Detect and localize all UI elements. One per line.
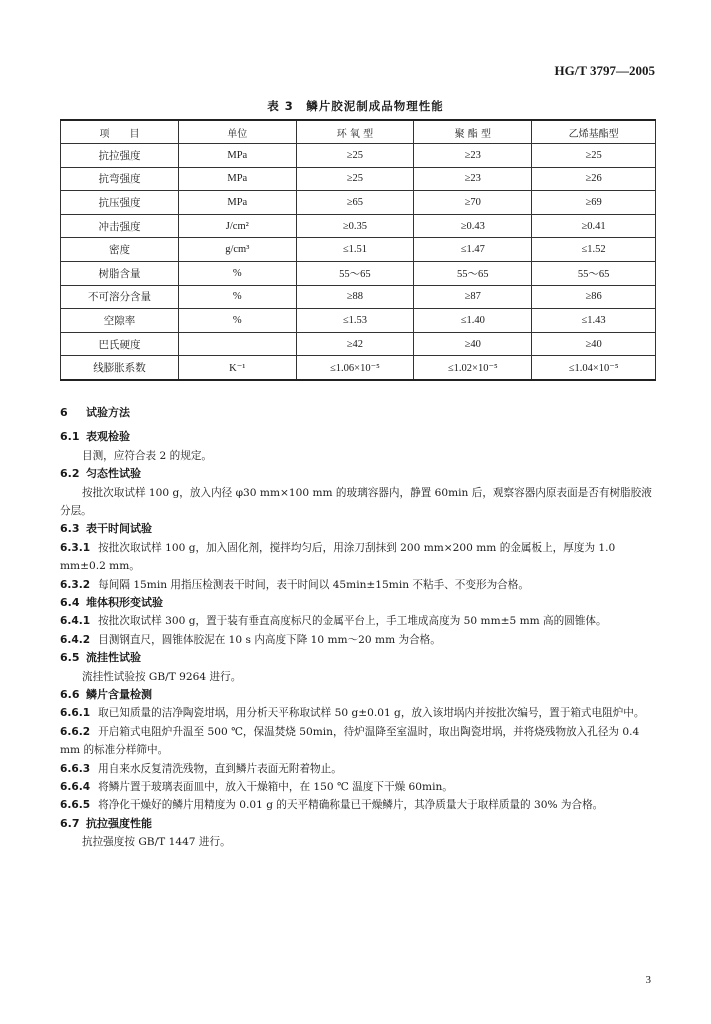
cell-polyester: ≥40 [414,332,532,356]
cell-epoxy: ≥25 [296,144,414,168]
page-number: 3 [645,974,651,986]
cell-polyester: ≥87 [414,285,532,309]
table-row [61,214,656,238]
subsection-heading [60,428,658,446]
paragraph [60,723,658,760]
subsection-title: 表干时间试验 [86,522,152,536]
subsection-number: 6.1 [60,430,80,444]
subsection-title: 流挂性试验 [86,651,141,665]
cell-vinyl-ester: ≤1.43 [532,309,656,333]
cell-epoxy: ≤1.06×10⁻⁵ [296,356,414,380]
header-vinyl-ester: 乙烯基酯型 [532,120,656,144]
paragraph [60,612,658,630]
clause-number: 6.6.1 [60,707,91,720]
paragraph [60,760,658,778]
subsection-number: 6.5 [60,651,80,665]
cell-epoxy: ≥65 [296,191,414,215]
cell-vinyl-ester: ≥25 [532,144,656,168]
subsection-title: 鳞片含量检测 [86,688,152,701]
paragraph [60,631,658,649]
section-heading [60,404,658,422]
clause-number: 6.3.2 [60,578,91,591]
cell-epoxy: ≥25 [296,167,414,191]
cell-vinyl-ester: ≥0.41 [532,214,656,238]
cell-vinyl-ester: ≥69 [532,191,656,215]
cell-item: 空隙率 [61,309,179,333]
cell-polyester: ≤1.02×10⁻⁵ [414,356,532,380]
cell-item: 抗拉强度 [61,144,179,168]
cell-epoxy: ≥0.35 [296,214,414,238]
cell-vinyl-ester: ≤1.52 [532,238,656,262]
subsection-number: 6.2 [60,467,80,481]
cell-epoxy: ≤1.53 [296,309,414,333]
subsection-heading [60,815,658,833]
cell-item: 密度 [61,238,179,262]
table-row [61,167,656,191]
clause-text: 用自来水反复清洗残物，直到鳞片表面无附着物止。 [98,762,342,775]
subsection-heading [60,465,658,483]
cell-unit: J/cm² [179,214,296,238]
table-title: 表 3 鳞片胶泥制成品物理性能 [267,99,444,113]
section-6-body [60,404,658,852]
header-unit: 单位 [179,120,296,144]
table-row [61,238,656,262]
cell-item: 抗弯强度 [61,167,179,191]
properties-table [60,119,656,381]
table-row [61,309,656,333]
clause-text: 目测钢直尺，圆锥体胶泥在 10 s 内高度下降 10 mm～20 mm 为合格。 [98,633,441,646]
cell-item: 线膨胀系数 [61,356,179,380]
paragraph [60,704,658,722]
subsection-number: 6.4 [60,596,80,609]
table-row [61,191,656,215]
table-row [61,261,656,285]
table-row [61,144,656,168]
cell-polyester: ≤1.40 [414,309,532,333]
subsection-title: 抗拉强度性能 [86,816,152,830]
clause-text: 将鳞片置于玻璃表面皿中，放入干燥箱中，在 150 ℃ 温度下干燥 60min。 [98,781,453,794]
clause-number: 6.4.2 [60,633,91,646]
header-polyester: 聚 酯 型 [414,120,532,144]
clause-text: 开启箱式电阻炉升温至 500 ℃，保温焚烧 50min，待炉温降至室温时，取出陶瓷坩埚，并将烧残物放入孔径为 0.4 mm 的标准分样筛中。 [60,725,640,757]
cell-unit: g/cm³ [179,238,296,262]
header-item: 项 目 [61,120,179,144]
table-row [61,356,656,380]
cell-unit [179,332,296,356]
paragraph: 目测，应符合表 2 的规定。 [82,449,213,462]
cell-polyester: ≥23 [414,144,532,168]
subsection-heading [60,594,658,612]
clause-number: 6.3.1 [60,541,91,554]
clause-number: 6.6.3 [60,762,91,775]
table-header-row [61,120,656,144]
subsection-title: 匀态性试验 [86,467,141,481]
cell-epoxy: ≤1.51 [296,238,414,262]
cell-item: 树脂含量 [61,261,179,285]
clause-text: 每间隔 15min 用指压检测表干时间，表干时间以 45min±15min 不粘手、不变形为合格。 [98,578,529,591]
cell-polyester: ≥70 [414,191,532,215]
subsection-number: 6.3 [60,522,80,536]
clause-number: 6.4.1 [60,615,91,628]
cell-item: 抗压强度 [61,191,179,215]
cell-vinyl-ester: ≤1.04×10⁻⁵ [532,356,656,380]
subsection-title: 堆体积形变试验 [86,596,163,609]
cell-unit: % [179,285,296,309]
cell-vinyl-ester: ≥26 [532,167,656,191]
subsection-number: 6.7 [60,816,80,830]
cell-vinyl-ester: 55～65 [532,261,656,285]
subsection-heading [60,520,658,538]
cell-polyester: ≥0.43 [414,214,532,238]
cell-epoxy: 55～65 [296,261,414,285]
table-row [61,285,656,309]
cell-vinyl-ester: ≥40 [532,332,656,356]
clause-text: 将净化干燥好的鳞片用精度为 0.01 g 的天平精确称量已干燥鳞片，其净质量大于取样质量的 30% 为合格。 [98,799,604,812]
cell-unit: % [179,261,296,285]
cell-polyester: 55～65 [414,261,532,285]
paragraph [60,539,658,576]
standard-number: HG/T 3797—2005 [554,63,655,78]
paragraph [60,796,658,814]
cell-unit: MPa [179,144,296,168]
cell-polyester: ≤1.47 [414,238,532,262]
section-number: 6 [60,406,68,419]
cell-unit: K⁻¹ [179,356,296,380]
paragraph: 流挂性试验按 GB/T 9264 进行。 [82,670,242,683]
cell-unit: % [179,309,296,333]
clause-text: 按批次取试样 300 g，置于装有垂直高度标尺的金属平台上，手工堆成高度为 50 mm±5 mm 高的圆锥体。 [98,615,607,628]
cell-epoxy: ≥42 [296,332,414,356]
cell-vinyl-ester: ≥86 [532,285,656,309]
table-row [61,332,656,356]
clause-text: 取已知质量的洁净陶瓷坩埚，用分析天平称取试样 50 g±0.01 g，放入该坩埚内并按批次编号，置于箱式电阻炉中。 [98,707,645,720]
clause-number: 6.6.5 [60,799,91,812]
subsection-heading [60,649,658,667]
cell-item: 冲击强度 [61,214,179,238]
cell-item: 不可溶分含量 [61,285,179,309]
paragraph [60,576,658,594]
subsection-heading [60,686,658,704]
cell-item: 巴氏硬度 [61,332,179,356]
clause-number: 6.6.4 [60,781,91,794]
paragraph: 抗拉强度按 GB/T 1447 进行。 [82,836,231,849]
subsection-number: 6.6 [60,688,80,701]
cell-unit: MPa [179,191,296,215]
subsection-title: 表观检验 [86,430,130,444]
cell-polyester: ≥23 [414,167,532,191]
header-epoxy: 环 氧 型 [296,120,414,144]
cell-unit: MPa [179,167,296,191]
cell-epoxy: ≥88 [296,285,414,309]
clause-text: 按批次取试样 100 g，加入固化剂，搅拌均匀后，用涂刀刮抹到 200 mm×200 mm 的金属板上，厚度为 1.0 mm±0.2 mm。 [60,541,616,573]
paragraph: 按批次取试样 100 g，放入内径 φ30 mm×100 mm 的玻璃容器内，静置 60min 后，观察容器内原表面是否有树脂胶液分层。 [60,486,652,517]
clause-number: 6.6.2 [60,725,91,738]
paragraph [60,778,658,796]
section-title: 试验方法 [86,406,130,419]
